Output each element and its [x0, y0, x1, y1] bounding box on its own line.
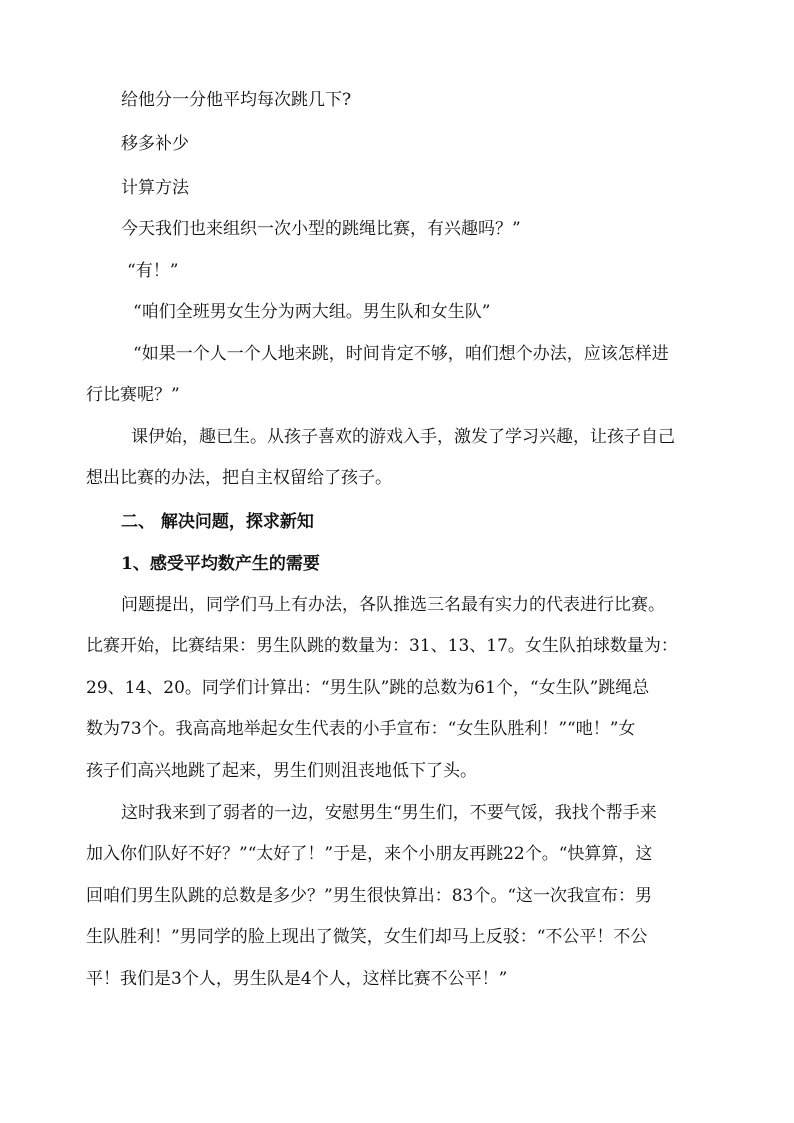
text-line: 加入你们队好不好？”“太好了！”于是，来个小朋友再跳22个。“快算算，这 [86, 844, 653, 864]
text-line: 回咱们男生队跳的总数是多少？”男生很快算出：83个。“这一次我宣布：男 [86, 886, 653, 906]
text-line: 想出比赛的办法，把自主权留给了孩子。 [86, 468, 392, 488]
text-line: 行比赛呢？” [86, 385, 180, 405]
text-line: 29、14、20。同学们计算出：“男生队”跳的总数为61个，“女生队”跳绳总 [86, 678, 650, 698]
text-line: 孩子们高兴地跳了起来，男生们则沮丧地低下了头。 [86, 761, 477, 781]
text-line: 计算方法 [121, 178, 189, 198]
text-line: 给他分一分他平均每次跳几下? [121, 90, 352, 110]
text-line: “有！” [127, 261, 179, 281]
text-line: 比赛开始，比赛结果：男生队跳的数量为：31、13、17。女生队拍球数量为： [86, 636, 678, 656]
text-line: 移多补少 [121, 134, 189, 154]
text-line: 今天我们也来组织一次小型的跳绳比赛，有兴趣吗？” [121, 219, 521, 239]
subsection-heading: 1、感受平均数产生的需要 [121, 554, 320, 574]
text-line: 课伊始，趣已生。从孩子喜欢的游戏入手，激发了学习兴趣，让孩子自己 [131, 427, 675, 447]
text-line: 问题提出，同学们马上有办法，各队推选三名最有实力的代表进行比赛。 [121, 595, 665, 615]
text-line: 这时我来到了弱者的一边，安慰男生“男生们，不要气馁，我找个帮手来 [121, 803, 657, 823]
text-line: “如果一个人一个人地来跳，时间肯定不够，咱们想个办法，应该怎样进 [133, 344, 669, 364]
text-line: 生队胜利！”男同学的脸上现出了微笑，女生们却马上反驳：“不公平！不公 [86, 927, 648, 947]
section-heading: 二、 解决问题，探求新知 [121, 512, 314, 532]
text-line: 数为73个。我高高地举起女生代表的小手宣布：“女生队胜利！”“吔！”女 [86, 719, 636, 739]
text-line: 平！我们是3个人，男生队是4个人，这样比赛不公平！” [86, 969, 508, 989]
text-line: “咱们全班男女生分为两大组。男生队和女生队” [133, 302, 491, 322]
